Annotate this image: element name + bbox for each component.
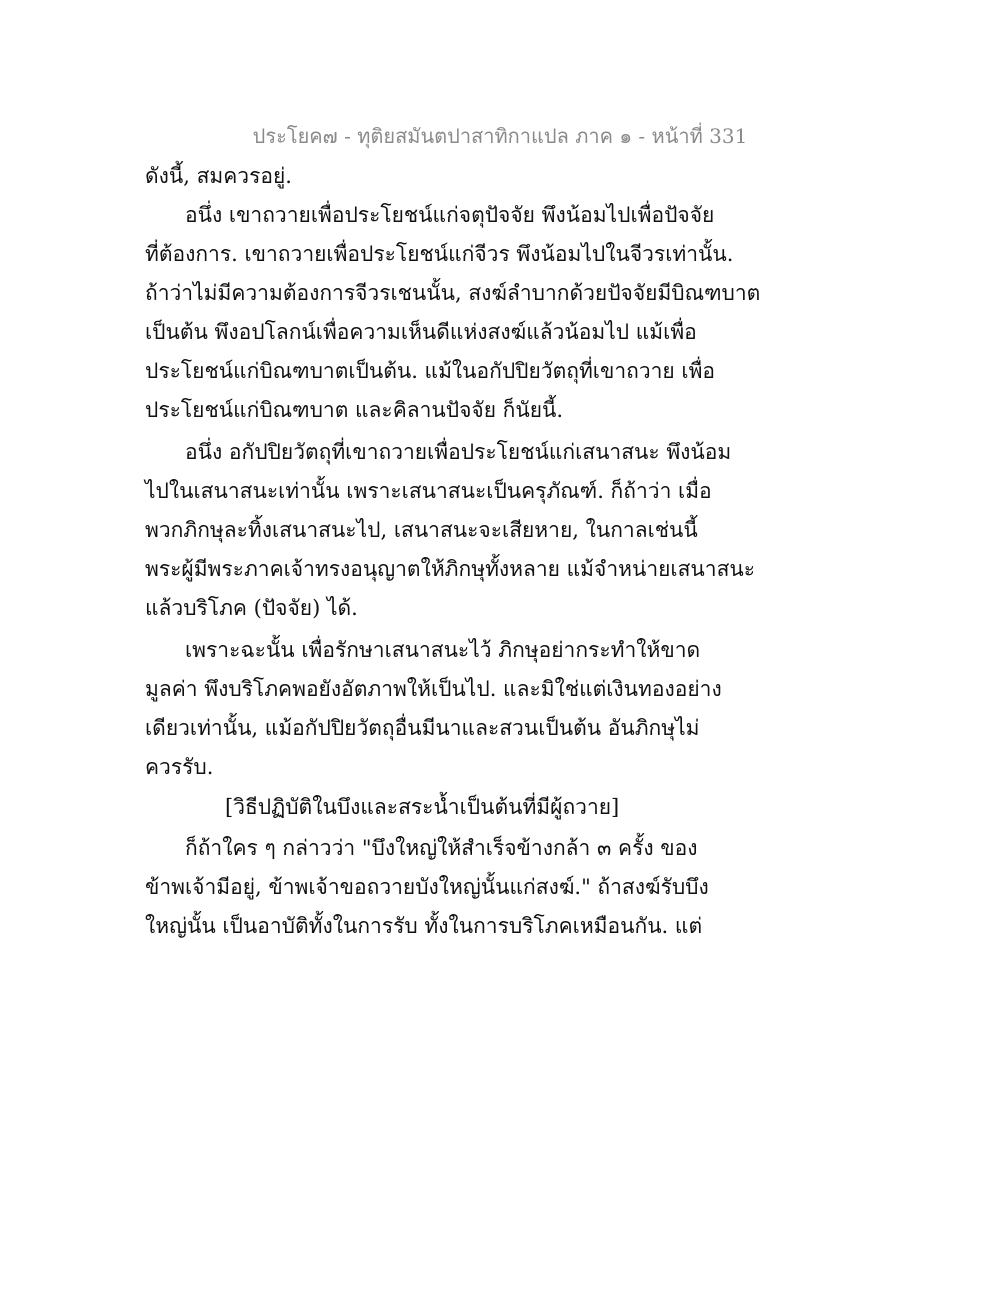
body-line: ประโยชน์แก่บิณฑบาต และคิลานปัจจัย ก็นัยนี้. bbox=[145, 398, 564, 422]
body-line: มูลค่า พึงบริโภคพอยังอัตภาพให้เป็นไป. และมิใช่แต่เงินทองอย่าง bbox=[145, 677, 722, 701]
body-line: ไปในเสนาสนะเท่านั้น เพราะเสนาสนะเป็นครุภัณฑ์. ก็ถ้าว่า เมื่อ bbox=[145, 479, 712, 503]
paragraph-first-line: อนึ่ง อกัปปิยวัตถุที่เขาถวายเพื่อประโยชน์แก่เสนาสนะ พึงน้อม bbox=[185, 440, 732, 464]
section-heading: [วิธีปฏิบัติในบึงและสระน้ำเป็นต้นที่มีผู้ถวาย] bbox=[225, 795, 620, 819]
body-line: ใหญ่นั้น เป็นอาบัติทั้งในการรับ ทั้งในการบริโภคเหมือนกัน. แต่ bbox=[145, 914, 703, 938]
body-line: แล้วบริโภค (ปัจจัย) ได้. bbox=[145, 596, 358, 620]
body-line: ที่ต้องการ. เขาถวายเพื่อประโยชน์แก่จีวร พึงน้อมไปในจีวรเท่านั้น. bbox=[145, 242, 734, 266]
body-line: พระผู้มีพระภาคเจ้าทรงอนุญาตให้ภิกษุทั้งหลาย แม้จำหน่ายเสนาสนะ bbox=[145, 557, 756, 581]
paragraph-first-line: เพราะฉะนั้น เพื่อรักษาเสนาสนะไว้ ภิกษุอย่ากระทำให้ขาด bbox=[185, 638, 701, 662]
body-line: เป็นต้น พึงอปโลกน์เพื่อความเห็นดีแห่งสงฆ์แล้วน้อมไป แม้เพื่อ bbox=[145, 320, 697, 344]
body-line: ดังนี้, สมควรอยู่. bbox=[145, 164, 292, 188]
body-line: ประโยชน์แก่บิณฑบาตเป็นต้น. แม้ในอกัปปิยวัตถุที่เขาถวาย เพื่อ bbox=[145, 359, 716, 383]
paragraph-first-line: ก็ถ้าใคร ๆ กล่าวว่า "บึงใหญ่ให้สำเร็จข้างกล้า ๓ ครั้ง ของ bbox=[185, 836, 698, 860]
body-line: ถ้าว่าไม่มีความต้องการจีวรเชนนั้น, สงฆ์ลำบากด้วยปัจจัยมีบิณฑบาต bbox=[145, 281, 761, 305]
body-line: ควรรับ. bbox=[145, 755, 214, 779]
page-header: ประโยค๗ - ทุติยสมันตปาสาทิกาแปล ภาค ๑ - หน้าที่ 331 bbox=[252, 124, 748, 148]
paragraph-first-line: อนึ่ง เขาถวายเพื่อประโยชน์แก่จตุปัจจัย พึงน้อมไปเพื่อปัจจัย bbox=[185, 203, 715, 227]
body-line: เดียวเท่านั้น, แม้อกัปปิยวัตถุอื่นมีนาและสวนเป็นต้น อันภิกษุไม่ bbox=[145, 716, 700, 740]
body-line: ข้าพเจ้ามีอยู่, ข้าพเจ้าขอถวายบังใหญ่นั้นแก่สงฆ์." ถ้าสงฆ์รับบึง bbox=[145, 875, 709, 899]
body-line: พวกภิกษุละทิ้งเสนาสนะไป, เสนาสนะจะเสียหาย, ในกาลเช่นนี้ bbox=[145, 518, 698, 542]
